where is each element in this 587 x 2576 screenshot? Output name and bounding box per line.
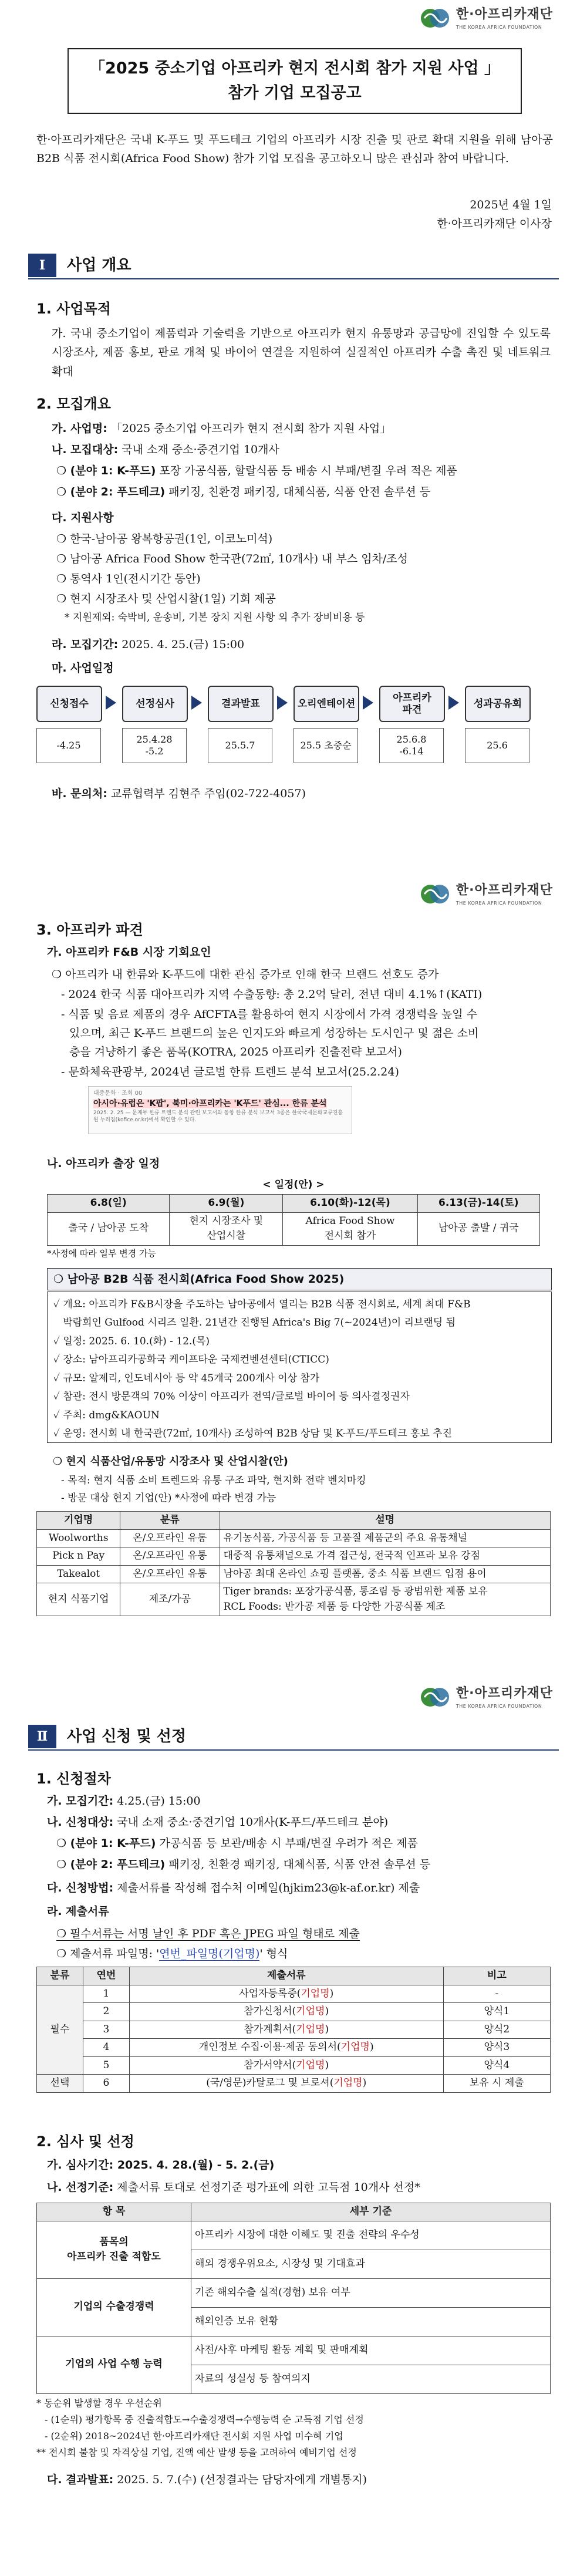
document-row: [37, 2075, 551, 2093]
market-header-cell: 기업명: [37, 1512, 120, 1530]
schedule-note: *사정에 따라 일부 변경 가능: [47, 1248, 156, 1259]
review-period: 가. 심사기간: 2025. 4. 28.(월) - 5. 2.(금): [47, 2159, 275, 2172]
afs-item: ✓ 개요: 아프리카 F&B시장을 주도하는 남아공에서 열리는 B2B 식품 전시회로, 세계 최대 F&B: [53, 1299, 471, 1310]
afs-item: ✓ 일정: 2025. 6. 10.(화) - 12.(목): [53, 1335, 210, 1347]
criteria-table: [36, 2203, 551, 2394]
opportunity-3a: - 식품 및 음료 제품의 경우 AfCFTA를 활용하여 현지 시장에서 가격 경쟁력을 높일 수: [61, 1008, 478, 1021]
company-name: Woolworths: [37, 1529, 120, 1547]
opportunity-3b: 있으며, 최근 K-푸드 브랜드의 높은 인지도와 빠르게 성장하는 도시인구 및 젊은 소비: [69, 1027, 479, 1040]
foundation-logo-2: [419, 881, 553, 907]
criteria-row: [37, 2221, 551, 2250]
schedule-date-cell: 6.13(금)-14(토): [417, 1195, 539, 1213]
intro-paragraph: 한·아프리카재단은 국내 K-푸드 및 푸드테크 기업의 아프리카 시장 진출 및 판로 확대 지원을 위해 남아공 B2B 식품 전시회(Africa Food Show) 참가 기업 모집을 공고하오니 많은 관심과 참여 바랍니다.: [36, 133, 553, 166]
schedule-activity-cell: 출국 / 남아공 도착: [48, 1212, 170, 1245]
review-heading: 2. 심사 및 선정: [36, 2133, 134, 2150]
apply-method-value: 제출서류를 작성해 접수처 이메일(hjkim23@k-af.or.kr) 제출: [117, 1882, 420, 1894]
schedule-date-cell: 6.10(화)-12(목): [283, 1195, 417, 1213]
document-name-text: (국/영문)카탈로그 및 브로셔(: [206, 2077, 334, 2089]
apply-target-key: 나. 신청대상:: [47, 1816, 114, 1829]
target-key: 나. 모집대상:: [52, 443, 119, 456]
apply-field1-key: ❍ (분야 1: K-푸드): [56, 1837, 156, 1850]
market-header-cell: 분류: [120, 1512, 220, 1530]
notice-title-box: [68, 48, 522, 114]
target-value: 국내 소재 중소·중견기업 10개사: [122, 443, 279, 456]
document-company-placeholder: 기업명: [296, 2059, 325, 2071]
document-row: [37, 1985, 551, 2003]
logo-name: 한·아프리카재단: [456, 1686, 553, 1701]
apply-period-key: 가. 모집기간:: [47, 1795, 114, 1808]
criteria-row: [37, 2278, 551, 2307]
flow-step-date: 25.5.7: [208, 728, 272, 763]
document-name-close: ): [362, 2077, 367, 2089]
document-remark: -: [443, 1985, 550, 2003]
document-remark: 양식2: [443, 2021, 550, 2039]
field2-value: 패키징, 친환경 패키징, 대체식품, 식품 안전 솔루션 등: [168, 485, 431, 498]
criteria-header-cell: 세부 기준: [191, 2203, 551, 2221]
field1-key: ❍ (분야 1: K-푸드): [56, 464, 156, 477]
foundation-logo-icon: [419, 882, 451, 906]
company-type: 온/오프라인 유통: [120, 1529, 220, 1547]
section-1-label: 사업 개요: [67, 256, 131, 274]
company-desc: 남아공 최대 온라인 쇼핑 플랫폼, 중소 식품 브랜드 입점 용이: [220, 1565, 550, 1583]
section-1-number: Ⅰ: [28, 254, 56, 277]
afs-item: ✓ 운영: 전시회 내 한국관(72㎡, 10개사) 조성하여 B2B 상담 및 K-푸드/푸드테크 홍보 추진: [53, 1428, 453, 1440]
company-name: Takealot: [37, 1565, 120, 1583]
document-number: 4: [83, 2039, 129, 2057]
section-2-number: Ⅱ: [28, 1725, 56, 1748]
documents-note-1: [56, 1926, 360, 1943]
criteria-item: 품목의 아프리카 진출 적합도: [37, 2221, 191, 2278]
result-value: 2025. 5. 7.(수) (선정결과는 담당자에게 개별통지): [117, 2473, 367, 2486]
notice-org: 한·아프리카재단 이사장: [437, 217, 552, 230]
apply-method-key: 다. 신청방법:: [47, 1882, 114, 1894]
apply-method-row: [47, 1880, 420, 1897]
flow-step-box: 신청접수: [36, 686, 102, 722]
support-heading: 다. 지원사항: [52, 511, 114, 524]
afs-item: 박람회인 Gulfood 시리즈 일환. 21년간 진행된 Africa's Big 7(~2024년)이 리브랜딩 됨: [53, 1317, 456, 1329]
market-header-cell: 설명: [220, 1512, 550, 1530]
document-category: 선택: [37, 2075, 83, 2093]
market-row: [37, 1583, 551, 1616]
apply-period-value: 4.25.(금) 15:00: [117, 1795, 201, 1808]
trip-heading: 나. 아프리카 출장 일정: [47, 1157, 160, 1170]
company-type: 온/오프라인 유통: [120, 1547, 220, 1566]
document-row: [37, 2056, 551, 2075]
contact-row: [52, 785, 306, 803]
document-name: [129, 2075, 443, 2093]
apply-period-row: [47, 1793, 201, 1810]
document-company-placeholder: 기업명: [296, 2005, 325, 2017]
result-key: 다. 결과발표:: [47, 2473, 114, 2486]
notice-title-line1: 「2025 중소기업 아프리카 현지 전시회 참가 지원 사업 」: [89, 59, 500, 78]
document-name: [129, 2039, 443, 2057]
company-name: 현지 식품기업: [37, 1583, 120, 1616]
flow-step-date: 25.6.8 -6.14: [379, 728, 444, 763]
schedule-heading: 마. 사업일정: [52, 662, 114, 675]
flow-step-date: -4.25: [36, 728, 101, 763]
document-name-text: 참가서약서(: [244, 2059, 296, 2071]
contact-value: 교류협력부 김현주 주임(02-722-4057): [110, 787, 306, 800]
document-company-placeholder: 기업명: [296, 2023, 325, 2035]
foundation-logo-3: [419, 1684, 553, 1710]
apply-field2-value: 패키징, 친환경 패키징, 대체식품, 식품 안전 솔루션 등: [168, 1858, 431, 1871]
period-value: 2025. 4. 25.(금) 15:00: [122, 638, 245, 651]
news-headline-text: 아시아·유럽은 'K팝', 북미·아프리카는 'K푸드' 관심... 한류 분석: [93, 1099, 327, 1108]
flow-step-box: 오리엔테이션: [294, 686, 359, 722]
document-remark: 양식3: [443, 2039, 550, 2057]
logo-sub: THE KOREA AFRICA FOUNDATION: [456, 901, 542, 906]
documents-filename-format: 연번_파일명(기업명): [159, 1947, 260, 1960]
document-number: 6: [83, 2075, 129, 2093]
documents-note-2c: ' 형식: [259, 1947, 288, 1960]
company-type: 온/오프라인 유통: [120, 1565, 220, 1583]
document-company-placeholder: 기업명: [301, 1987, 330, 2000]
document-name-close: ): [325, 2005, 329, 2017]
document-remark: 양식4: [443, 2056, 550, 2075]
company-type: 제조/가공: [120, 1583, 220, 1616]
section-2-bar: [28, 1725, 559, 1748]
notice-date: 2025년 4월 1일: [470, 198, 552, 211]
document-row: [37, 2039, 551, 2057]
criteria-item: 기업의 수출경쟁력: [37, 2278, 191, 2336]
market-row: [37, 1565, 551, 1583]
flow-arrow-icon: [106, 696, 116, 710]
logo-name: 한·아프리카재단: [456, 7, 553, 22]
apply-field2-row: [56, 1856, 430, 1873]
criteria-detail: 해외인증 보유 현황: [191, 2307, 551, 2336]
afs-list: [48, 1292, 551, 1447]
notice-title-line2: 참가 기업 모집공고: [228, 84, 362, 102]
document-number: 2: [83, 2003, 129, 2021]
document-number: 5: [83, 2056, 129, 2075]
apply-target-value: 국내 소재 중소·중견기업 10개사(K-푸드/푸드테크 분야): [117, 1816, 389, 1829]
document-number: 3: [83, 2021, 129, 2039]
market-row: [37, 1547, 551, 1566]
opportunity-heading: 가. 아프리카 F&B 시장 기회요인: [47, 946, 211, 959]
document-row: [37, 2021, 551, 2039]
recruit-heading: 2. 모집개요: [36, 396, 111, 412]
criteria-row: [47, 2179, 420, 2196]
opportunity-4: - 문화체육관광부, 2024년 글로벌 한류 트렌드 분석 보고서(25.2.24): [61, 1066, 399, 1078]
criteria-header-cell: 항 목: [37, 2203, 191, 2221]
foundation-logo-icon: [419, 1685, 451, 1709]
documents-table: [36, 1967, 551, 2093]
support-1: ❍ 한국-남아공 왕복항공권(1인, 이코노미석): [56, 532, 273, 545]
flow-step-date: 25.5 초중순: [294, 728, 358, 763]
document-category: 필수: [37, 1985, 83, 2075]
news-clipping: [88, 1086, 352, 1134]
documents-note-2: [56, 1946, 288, 1963]
section-2-label: 사업 신청 및 선정: [67, 1727, 186, 1745]
result-row: [47, 2472, 367, 2489]
document-remark: 양식1: [443, 2003, 550, 2021]
target-row: [52, 441, 279, 458]
document-name-close: ): [369, 2041, 374, 2053]
afs-box: [47, 1292, 552, 1443]
documents-heading: 라. 제출서류: [47, 1905, 109, 1918]
document-name: [129, 2003, 443, 2021]
criteria-detail: 기존 해외수출 실적(경험) 보유 여부: [191, 2278, 551, 2307]
flow-step-date: 25.6: [465, 728, 529, 763]
flow-step-box: 성과공유회: [465, 686, 531, 722]
tie-note-1: * 동순위 발생할 경우 우선순위: [36, 2398, 162, 2409]
afs-item: ✓ 참관: 전시 방문객의 70% 이상이 아프리카 전역/글로벌 바이어 등 의사결정권자: [53, 1391, 410, 1403]
opportunity-1: ❍ 아프리카 내 한류와 K-푸드에 대한 관심 증가로 인해 한국 브랜드 선호도 증가: [52, 968, 439, 981]
document-header-cell: 연번: [83, 1967, 129, 1985]
document-name-text: 개인정보 수집·이용·제공 동의서(: [198, 2041, 341, 2053]
schedule-activity-cell: Africa Food Show 전시회 참가: [283, 1212, 417, 1245]
flow-step-box: 선정심사: [122, 686, 188, 722]
section-1-rule: [28, 278, 559, 279]
purpose-text: 가. 국내 중소기업이 제품력과 기술력을 기반으로 아프리카 현지 유통망과 공급망에 진입할 수 있도록 시장조사, 제품 홍보, 판로 개척 및 바이어 연결을 지원하여 실질적인 아프리카 수출 촉진 및 네트워크 확대: [52, 327, 551, 378]
document-remark: 보유 시 제출: [443, 2075, 550, 2093]
criteria-value: 제출서류 토대로 선정기준 평가표에 의한 고득점 10개사 선정*: [117, 2181, 420, 2194]
flow-arrow-icon: [277, 696, 288, 710]
document-row: [37, 2003, 551, 2021]
trip-schedule-table: [47, 1194, 540, 1246]
company-desc: 유기농식품, 가공식품 등 고품질 제품군의 주요 유통채널: [220, 1529, 550, 1547]
apply-target-row: [47, 1814, 388, 1831]
criteria-detail: 해외 경쟁우위요소, 시장성 및 기대효과: [191, 2250, 551, 2278]
tie-note-2: - (1순위) 평가항목 중 진출적합도→수출경쟁력→수행능력 순 고득점 기업 선정: [45, 2414, 364, 2425]
documents-note-2a: ❍ 제출서류 파일명: ': [56, 1947, 160, 1960]
support-2: ❍ 남아공 Africa Food Show 한국관(72㎡, 10개사) 내 부스 임차/조성: [56, 552, 409, 565]
tie-note-3: - (2순위) 2018~2024년 한·아프리카재단 전시회 지원 사업 미수혜 기업: [45, 2430, 343, 2442]
criteria-item: 기업의 사업 수행 능력: [37, 2336, 191, 2393]
document-name-close: ): [329, 1987, 334, 2000]
document-name: [129, 1985, 443, 2003]
support-3: ❍ 통역사 1인(전시기간 동안): [56, 572, 201, 585]
project-name-row: [52, 420, 391, 437]
project-name-key: 가. 사업명:: [52, 422, 107, 435]
flow-arrow-icon: [191, 696, 202, 710]
afs-item: ✓ 주최: dmg&KAOUN: [53, 1409, 160, 1421]
document-name-close: ): [325, 2023, 329, 2035]
document-header-cell: 제출서류: [129, 1967, 443, 1985]
period-key: 라. 모집기간:: [52, 638, 119, 651]
foundation-logo-icon: [419, 6, 451, 30]
criteria-detail: 아프리카 시장에 대한 이해도 및 진출 전략의 우수성: [191, 2221, 551, 2250]
logo-name: 한·아프리카재단: [456, 883, 553, 898]
section-1-bar: [28, 254, 559, 277]
document-company-placeholder: 기업명: [340, 2041, 370, 2053]
afs-item: ✓ 규모: 알제리, 인도네시아 등 약 45개국 200개사 이상 참가: [53, 1372, 320, 1384]
apply-field1-value: 가공식품 등 보관/배송 시 부패/변질 우려가 적은 제품: [159, 1837, 418, 1850]
foundation-logo: [419, 5, 553, 31]
apply-field1-row: [56, 1835, 418, 1852]
document-name-text: 사업자등록증(: [239, 1987, 301, 2000]
afs-heading: ❍ 남아공 B2B 식품 전시회(Africa Food Show 2025): [47, 1268, 552, 1290]
document-header-cell: 분류: [37, 1967, 83, 1985]
document-name: [129, 2056, 443, 2075]
flow-arrow-icon: [363, 696, 373, 710]
support-4: ❍ 현지 시장조사 및 산업시찰(1일) 기회 제공: [56, 592, 276, 605]
apply-field2-key: ❍ (분야 2: 푸드테크): [56, 1858, 166, 1871]
field2-row: [56, 484, 430, 501]
schedule-activity-cell: 남아공 출발 / 귀국: [417, 1212, 539, 1245]
support-exclusion: * 지원제외: 숙박비, 운송비, 기본 장치 지원 사항 외 추가 장비비용 등: [65, 612, 365, 623]
company-desc: 대중적 유통채널으로 가격 접근성, 전국적 인프라 보유 강점: [220, 1547, 550, 1566]
documents-note-1-text: ❍ 필수서류는 서명 날인 후 PDF 혹은 JPEG 파일 형태로 제출: [56, 1927, 360, 1940]
field2-key: ❍ (분야 2: 푸드테크): [56, 485, 166, 498]
criteria-key: 나. 선정기준:: [47, 2181, 114, 2194]
document-company-placeholder: 기업명: [333, 2077, 363, 2089]
opportunity-3c: 층을 겨냥하기 좋은 품목(KOTRA, 2025 아프리카 진출전략 보고서): [69, 1046, 402, 1058]
flow-step-date: 25.4.28 -5.2: [122, 728, 187, 763]
document-name-text: 참가신청서(: [244, 2005, 296, 2017]
market-purpose: - 목적: 현지 식품 소비 트렌드와 유통 구조 파악, 현지화 전략 벤치마킹: [61, 1475, 366, 1486]
project-name-value: 「2025 중소기업 아프리카 현지 전시회 참가 지원 사업」: [110, 422, 392, 435]
document-name-text: 참가계획서(: [244, 2023, 296, 2035]
field1-value: 포장 가공식품, 할랄식품 등 배송 시 부패/변질 우려 적은 제품: [159, 464, 457, 477]
news-snippet: 2025. 2. 25 — 문체부 한류 트렌드 분석 관련 보고서와 동향 한류 분석 보고서 3종은 한국국제문화교류진흥원 누리집(kofice.or.kr)에서 확인할 수 있다.: [93, 1110, 343, 1123]
news-meta: 대중문화 · 조회 00: [93, 1090, 143, 1097]
market-company-table: [36, 1511, 551, 1616]
market-row: [37, 1529, 551, 1547]
apply-heading: 1. 신청절차: [36, 1771, 111, 1787]
field1-row: [56, 463, 457, 480]
document-name: [129, 2021, 443, 2039]
criteria-detail: 자료의 성실성 등 참여의지: [191, 2365, 551, 2393]
purpose-heading: 1. 사업목적: [36, 301, 111, 317]
criteria-detail: 사전/사후 마케팅 활동 계획 및 판매계획: [191, 2336, 551, 2365]
document-number: 1: [83, 1985, 129, 2003]
logo-sub: THE KOREA AFRICA FOUNDATION: [456, 1704, 542, 1709]
period-row: [52, 636, 244, 653]
news-headline: [93, 1098, 347, 1110]
schedule-table-title: < 일정(안) >: [262, 1179, 325, 1191]
schedule-date-cell: 6.9(월): [170, 1195, 283, 1213]
schedule-activity-cell: 현지 시장조사 및 산업시찰: [170, 1212, 283, 1245]
criteria-row: [37, 2336, 551, 2365]
dispatch-heading: 3. 아프리카 파견: [36, 922, 143, 938]
flow-arrow-icon: [448, 696, 459, 710]
company-name: Pick n Pay: [37, 1547, 120, 1566]
document-name-close: ): [325, 2059, 329, 2071]
tie-note-4: ** 전시회 불참 및 자격상실 기업, 진액 예산 발생 등을 고려하여 예비기업 선정: [36, 2447, 357, 2458]
opportunity-2: - 2024 한국 식품 대아프리카 지역 수출동향: 총 2.2억 달러, 전년 대비 4.1%↑(KATI): [61, 988, 483, 1001]
market-visit: - 방문 대상 현지 기업(안) *사정에 따라 변경 가능: [61, 1492, 276, 1504]
schedule-date-cell: 6.8(일): [48, 1195, 170, 1213]
contact-key: 바. 문의처:: [52, 787, 107, 800]
section-2-rule: [28, 1749, 559, 1751]
document-header-cell: 비고: [443, 1967, 550, 1985]
afs-item: ✓ 장소: 남아프리카공화국 케이프타운 국제컨벤션센터(CTICC): [53, 1354, 329, 1366]
logo-sub: THE KOREA AFRICA FOUNDATION: [456, 25, 542, 30]
flow-step-box: 아프리카 파견: [379, 686, 445, 722]
flow-step-box: 결과발표: [208, 686, 274, 722]
company-desc: Tiger brands: 포장가공식품, 통조림 등 광범위한 제품 보유 RCL Foods: 반가공 제품 등 다양한 가공식품 제조: [220, 1583, 550, 1616]
market-heading: ❍ 현지 식품산업/유통망 시장조사 및 산업시찰(안): [53, 1455, 288, 1468]
